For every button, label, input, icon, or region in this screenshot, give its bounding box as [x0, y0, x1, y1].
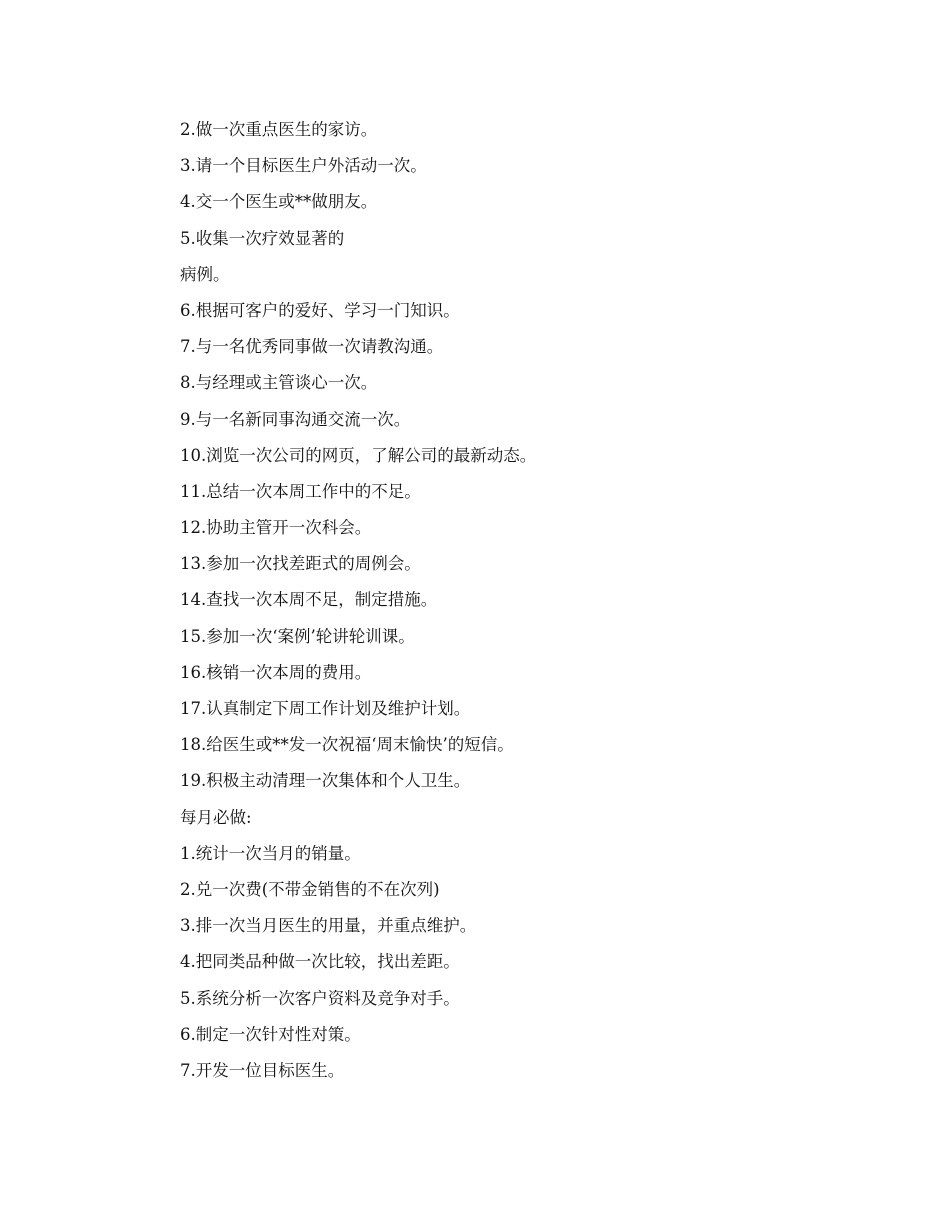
list-item: 3.排一次当月医生的用量，并重点维护。 — [180, 916, 477, 936]
list-item: 17.认真制定下周工作计划及维护计划。 — [180, 699, 471, 718]
list-item: 13.参加一次找差距式的周例会。 — [180, 554, 421, 574]
list-item: 16.核销一次本周的费用。 — [180, 662, 372, 682]
list-item: 10.浏览一次公司的网页，了解公司的最新动态。 — [180, 445, 537, 465]
list-item: 6.制定一次针对性对策。 — [180, 1024, 361, 1044]
list-item: 18.给医生或**发一次祝福‘周末愉快’的短信。 — [180, 735, 514, 755]
list-item: 15.参加一次‘案例’轮讲轮训课。 — [180, 626, 415, 646]
list-item: 3.请一个目标医生户外活动一次。 — [180, 156, 427, 176]
list-item: 12.协助主管开一次科会。 — [180, 518, 372, 538]
list-item: 7.与一名优秀同事做一次请教沟通。 — [180, 337, 444, 357]
list-item: 11.总结一次本周工作中的不足。 — [180, 481, 421, 501]
list-item: 8.与经理或主管谈心一次。 — [180, 373, 378, 393]
list-item: 4.交一个医生或**做朋友。 — [180, 192, 378, 212]
list-item-continuation: 病例。 — [180, 264, 230, 284]
list-item: 7.开发一位目标医生。 — [180, 1060, 345, 1080]
list-item: 6.根据可客户的爱好、学习一门知识。 — [180, 300, 460, 320]
list-item: 2.兑一次费(不带金销售的不在次列) — [180, 879, 440, 899]
list-item: 2.做一次重点医生的家访。 — [180, 120, 378, 139]
list-item: 19.积极主动清理一次集体和个人卫生。 — [180, 771, 471, 791]
list-item: 1.统计一次当月的销量。 — [180, 843, 361, 863]
list-item: 14.查找一次本周不足，制定措施。 — [180, 590, 438, 610]
list-item: 9.与一名新同事沟通交流一次。 — [180, 409, 411, 429]
list-item: 4.把同类品种做一次比较，找出差距。 — [180, 952, 460, 972]
list-item: 5.系统分析一次客户资料及竞争对手。 — [180, 988, 460, 1008]
list-item: 5.收集一次疗效显著的 — [180, 228, 345, 248]
section-heading-monthly: 每月必做: — [180, 807, 252, 827]
document-body — [180, 117, 780, 1094]
